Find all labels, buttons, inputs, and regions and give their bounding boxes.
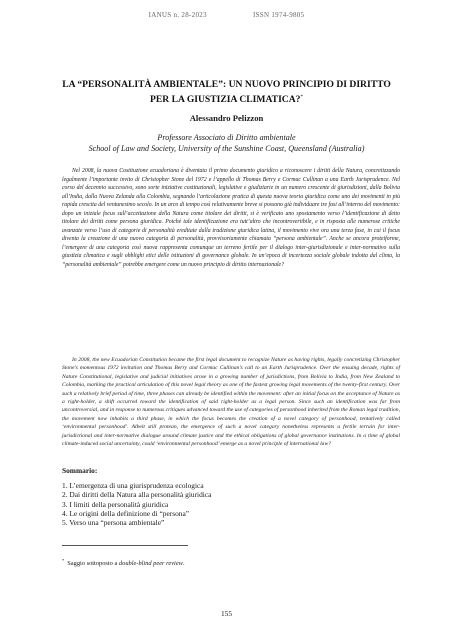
summary-item: 1. L’emergenza di una giurisprudenza ecologica xyxy=(62,481,204,490)
summary-item: 4. Le origini della definizione di “persona” xyxy=(62,508,190,518)
page-number: 155 xyxy=(220,609,233,618)
summary-heading: Sommario: xyxy=(62,466,98,475)
article-title-text: LA “PERSONALITÀ AMBIENTALE”: UN NUOVO PRINCIPIO DI DIRITTO PER LA GIUSTIZIA CLIMATICA? xyxy=(62,79,391,105)
title-footnote-marker[interactable]: * xyxy=(300,94,303,100)
summary-list xyxy=(62,481,211,527)
affiliation-position: Professore Associato di Diritto ambientale xyxy=(157,133,296,142)
footnote xyxy=(62,557,400,568)
author-name: Alessandro Pelizzon xyxy=(189,113,264,123)
summary-item: 5. Verso una “persona ambientale” xyxy=(62,518,165,528)
footnote-text-after: . xyxy=(182,560,185,568)
summary-item: 2. Dai diritti della Natura alla personalità giuridica xyxy=(62,490,212,500)
footnote-emphasis: double-blind peer review xyxy=(118,560,183,568)
author-affiliation xyxy=(48,133,405,154)
journal-issue: IANUS n. 28-2023 xyxy=(148,11,207,19)
affiliation-institution: School of Law and Society, University of the Sunshine Coast, Queensland (Australia) xyxy=(88,143,365,153)
footnote-marker: * xyxy=(62,558,65,563)
running-header xyxy=(0,11,453,19)
footnote-divider xyxy=(62,545,188,546)
abstract-italian: Nel 2008, la nuova Costituzione ecuadoriana è diventata il primo documento giuridico a riconoscere i diritti della Natura, concretizzando legalmente l’importante invito di Christopher Stone del 1972 e l’appello di Thomas Berry e Cormac Cullinan a una Earth Jurisprudence. Nel corso del decennio successivo, sono sorte iniziative costituzionali, legislative e giudiziarie in un numero crescente di giurisdizioni, dalla Bolivia all’India, dalla Nuova Zelanda alla Colombia, segnando l’articolazione pratica di questa nuova teoria giuridica come uno dei movimenti in più rapida crescita del ventunesimo secolo. In un arco di tempo così relativamente breve si possono già individuare tre fasi all’interno del movimento: dopo un iniziale focus sull’accettazione della Natura come titolare dei diritti, si è verificato uno spostamento verso l’identificazione di detto titolare dei diritti come persona giuridica. Poiché tale identificazione era tutt’altro che incontrovertibile, e in risposta alle numerose critiche avanzate verso l’uso di categorie di personalità ereditate dalla tradizione giuridica latina, il movimento vive ora una terza fase, in cui il focus diventa la creazione di una nuova categoria di personalità, provvisoriamente chiamata “persona ambientale”. Anche se ancora proteiforme, l’emergere di una categoria così nuova rappresenta comunque un terreno fertile per il dialogo inter-giurisdizionale e inter-normativo sulla giustizia climatica e sugli obblighi etici delle istituzioni di governance globale. In un’epoca di incertezza sociale globale indotta dal clima, la “personalità ambientale” potrebbe emergere come un nuovo principio di diritto internazionale? xyxy=(62,168,400,269)
abstract-english: In 2008, the new Ecuadorian Constitution became the first legal document to recognize Nature as having rights, legally concretizing Christopher Stone’s momentous 1972 invitation and Thomas Berry and Cormac Cullinan’s call to an Earth Jurisprudence. Over the ensuing decade, rights of Nature Constitutional, legislative and judicial initiatives arose in a growing number of jurisdictions, from Bolivia to India, from New Zealand to Colombia, marking the practical articulation of this novel legal theory as one of the fastest growing legal movements of the twenty-first century. Over such a relatively brief period of time, three phases can already be identified within the movement: after an initial focus on the acceptance of Nature as a right-holder, a shift occurred toward the identification of said right-holder as a legal person. Since such an identification was far from uncontroversial, and in response to numerous critiques advanced toward the use of categories of personhood inherited from the Roman legal tradition, the movement now inhabits a third phase, in which the focus becomes the creation of a novel category of personhood, tentatively called ‘environmental personhood’. Albeit still protean, the emergence of such a novel category nonetheless represents a fertile terrain for inter-jurisdictional and inter-normative dialogue around climate justice and the ethical obligations of global governance institutions. In a time of global climate-induced social uncertainty, could ‘environmental personhood’ emerge as a novel principle of international law? xyxy=(62,357,400,448)
footnote-text-before: Saggio sottoposto a xyxy=(67,560,119,568)
summary-item: 3. I limiti della personalità giuridica xyxy=(62,499,169,509)
journal-issn: ISSN 1974-9805 xyxy=(252,11,305,19)
article-title xyxy=(60,79,393,106)
